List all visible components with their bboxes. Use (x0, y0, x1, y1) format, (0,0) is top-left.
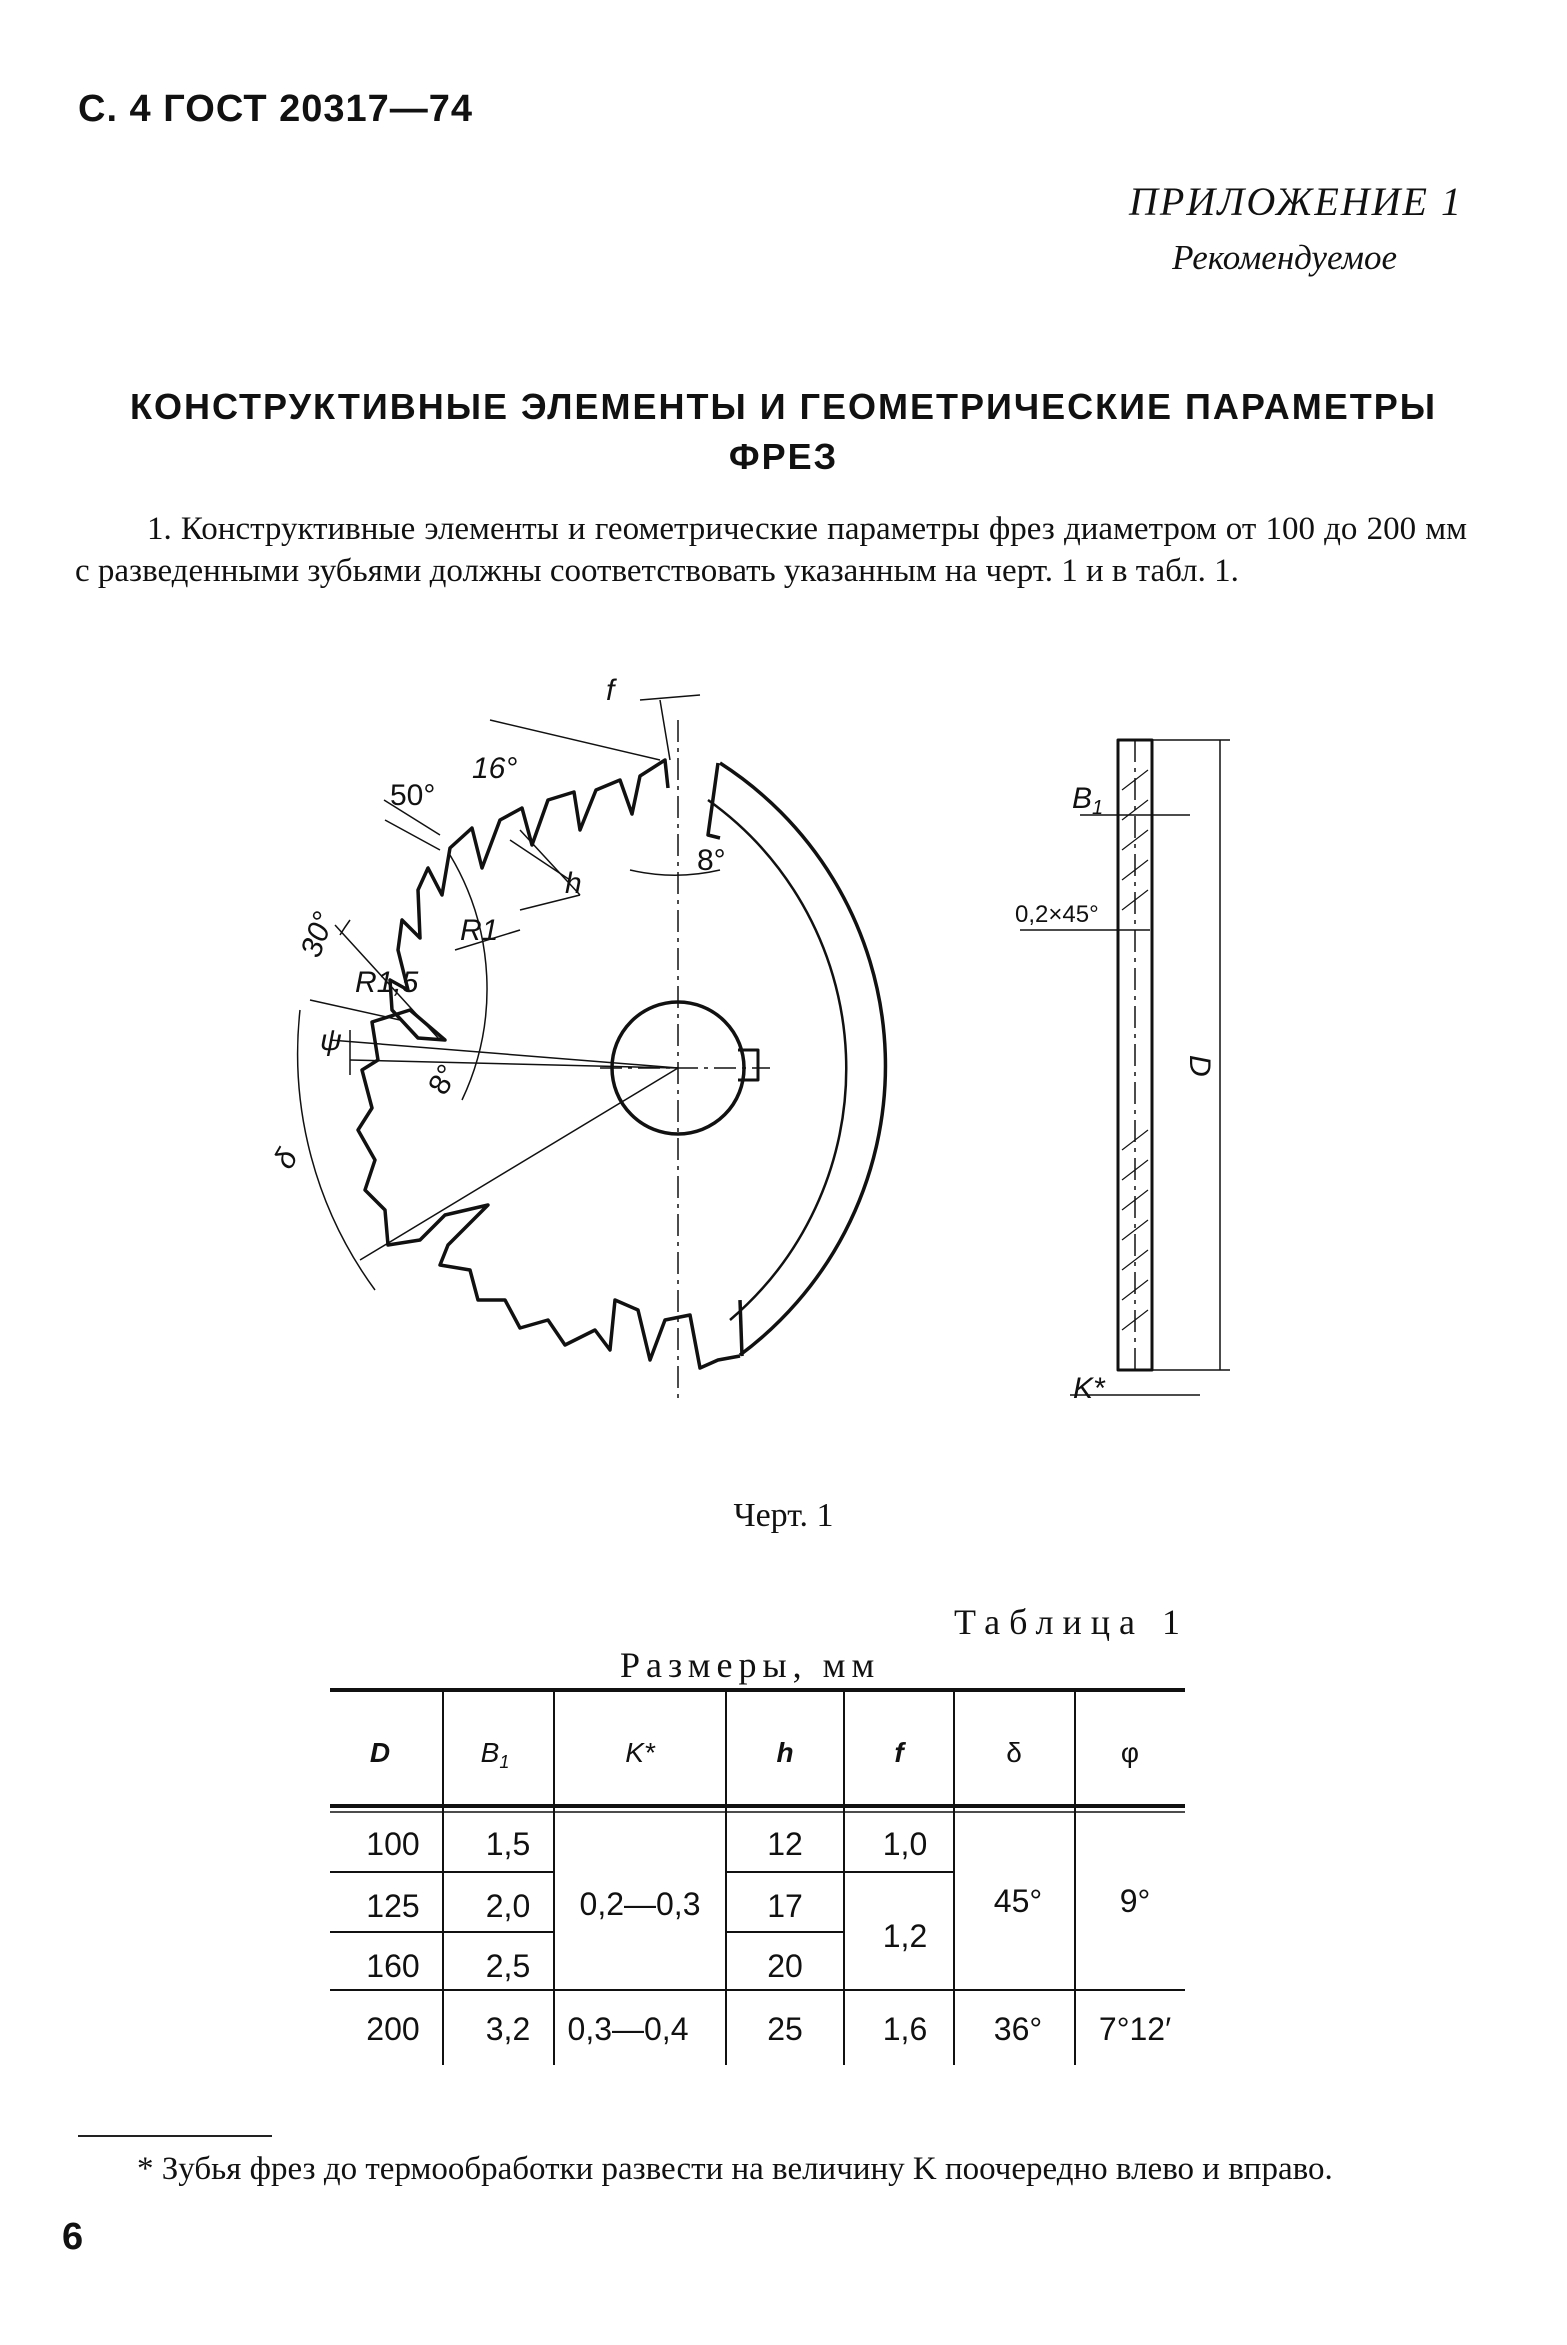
label-chamfer: 0,2×45° (1015, 901, 1099, 928)
page-header: С. 4 ГОСТ 20317—74 (78, 88, 474, 130)
intro-paragraph: 1. Конструктивные элементы и геометрические параметры фрез диаметром от 100 до 200 мм с разведенными зубьями должны соответствовать указанным на черт. 1 и в табл. 1. (75, 511, 1467, 589)
label-angle-16: 16° (472, 752, 518, 785)
label-f: f (606, 674, 615, 707)
table-header-h: h (776, 1737, 794, 1768)
table-header-b-sub: 1 (499, 1752, 510, 1772)
label-r1: R1 (460, 914, 499, 947)
table-row3-d: 160 (366, 1948, 420, 1984)
table-row4-f: 1,6 (882, 2011, 928, 2047)
table-header-b-main: B (480, 1737, 500, 1768)
document-title-line1: КОНСТРУКТИВНЫЕ ЭЛЕМЕНТЫ И ГЕОМЕТРИЧЕСКИЕ ПАРАМЕТРЫ (129, 386, 1438, 427)
table-row4-h: 25 (767, 2011, 803, 2047)
table-merged-phi: 9° (1119, 1883, 1151, 1919)
table-row3-h: 20 (767, 1948, 803, 1984)
cutter-inner-arc (708, 800, 846, 1320)
table-header-d: D (369, 1737, 391, 1768)
table-label: Таблица 1 (954, 1602, 1189, 1642)
table-row1-f: 1,0 (882, 1826, 928, 1862)
table-units: Размеры, мм (620, 1645, 881, 1685)
table-header-delta: δ (1006, 1737, 1022, 1768)
table-row2-b1: 2,0 (485, 1888, 531, 1924)
table-row1-d: 100 (366, 1826, 420, 1862)
cutter-teeth (358, 760, 740, 1368)
label-d: D (1183, 1055, 1216, 1077)
table-row3-b1: 2,5 (485, 1948, 531, 1984)
label-angle-8-top: 8° (697, 844, 726, 877)
page-number: 6 (62, 2216, 84, 2258)
footnote: * Зубья фрез до термообработки развести на величину K поочередно влево и вправо. (137, 2151, 1333, 2187)
dimensions-table (0, 1680, 1567, 2080)
table-merged-f: 1,2 (882, 1918, 928, 1954)
table-merged-k: 0,2—0,3 (579, 1886, 701, 1922)
table-row4-phi: 7°12′ (1098, 2011, 1172, 2047)
label-psi: ψ (320, 1024, 342, 1057)
label-b1-sub: 1 (1092, 797, 1104, 819)
table-row4-d: 200 (366, 2011, 420, 2047)
table-row4-k: 0,3—0,4 (567, 2011, 689, 2047)
table-header-k: K* (625, 1737, 655, 1768)
label-b1-main: B (1072, 782, 1093, 815)
table-row2-d: 125 (366, 1888, 420, 1924)
label-delta: δ (267, 1143, 305, 1175)
drawing-caption: Черт. 1 (733, 1497, 834, 1534)
label-angle-50: 50° (390, 779, 436, 812)
document-title-line2: ФРЕЗ (728, 436, 839, 477)
appendix-subtitle: Рекомендуемое (1172, 238, 1397, 277)
label-h: h (565, 867, 582, 900)
label-angle-8-mid: 8° (422, 1059, 466, 1101)
label-angle-30: 30° (294, 907, 342, 962)
table-row1-b1: 1,5 (485, 1826, 531, 1862)
table-merged-delta: 45° (993, 1883, 1043, 1919)
label-k: K* (1073, 1372, 1105, 1405)
appendix-title: ПРИЛОЖЕНИЕ 1 (1129, 179, 1463, 224)
table-row4-b1: 3,2 (485, 2011, 531, 2047)
cutter-cut-bottom (740, 1300, 742, 1356)
table-row4-delta: 36° (993, 2011, 1043, 2047)
table-header-phi: φ (1120, 1737, 1140, 1768)
table-header-f: f (894, 1737, 904, 1768)
table-header-b (481, 1737, 510, 1772)
table-row2-h: 17 (767, 1888, 803, 1924)
table-row1-h: 12 (767, 1826, 803, 1862)
label-b1 (1072, 782, 1103, 819)
footnote-divider (78, 2135, 272, 2137)
label-r15: R1,5 (355, 966, 419, 999)
